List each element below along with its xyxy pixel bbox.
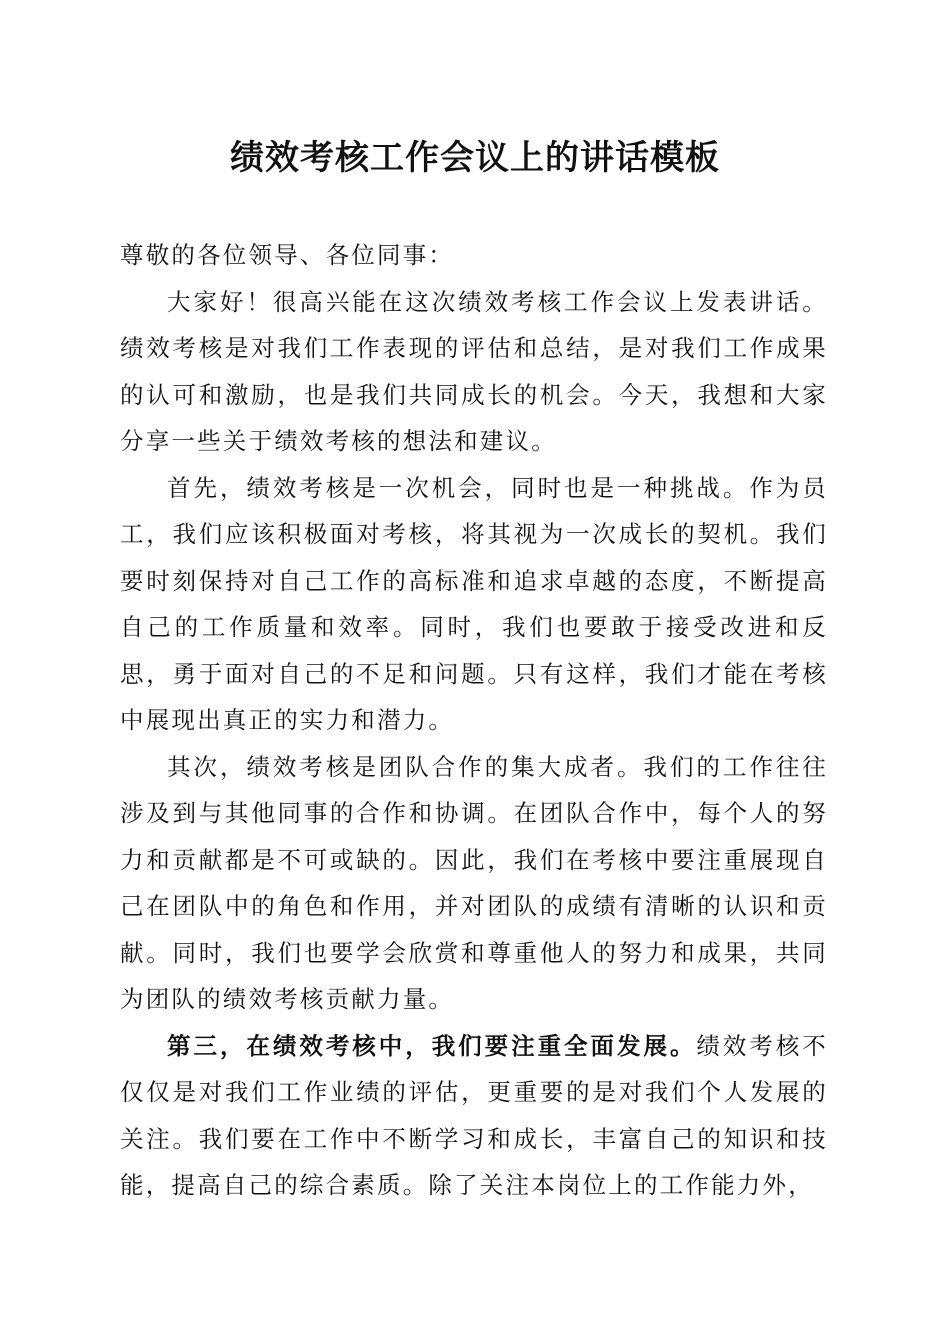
paragraph-2-text: 首先，绩效考核是一次机会，同时也是一种挑战。作为员工，我们应该积极面对考核，将其视为一次成长的契机。我们要时刻保持对自己工作的高标准和追求卓越的态度，不断提高自己的工作质量和效率。同时，我们也要敢于接受改进和反思，勇于面对自己的不足和问题。只有这样，我们才能在考核中展现出真正的实力和潜力。 <box>120 473 828 734</box>
paragraph-1 <box>120 279 828 465</box>
paragraph-2 <box>120 465 828 744</box>
paragraph-1-text: 大家好！很高兴能在这次绩效考核工作会议上发表讲话。绩效考核是对我们工作表现的评估和总结，是对我们工作成果的认可和激励，也是我们共同成长的机会。今天，我想和大家分享一些关于绩效考核的想法和建议。 <box>120 287 828 455</box>
paragraph-4-lead: 第三，在绩效考核中，我们要注重全面发展。 <box>167 1031 697 1060</box>
paragraph-3-text: 其次，绩效考核是团队合作的集大成者。我们的工作往往涉及到与其他同事的合作和协调。在团队合作中，每个人的努力和贡献都是不可或缺的。因此，我们在考核中要注重展现自己在团队中的角色和作用，并对团队的成绩有清晰的认识和贡献。同时，我们也要学会欣赏和尊重他人的努力和成果，共同为团队的绩效考核贡献力量。 <box>120 752 828 1013</box>
document-title: 绩效考核工作会议上的讲话模板 <box>230 138 720 178</box>
paragraph-3 <box>120 744 828 1023</box>
document-body <box>120 232 828 1209</box>
salutation: 尊敬的各位领导、各位同事： <box>120 241 455 269</box>
paragraph-4-text: 绩效考核不仅仅是对我们工作业绩的评估，更重要的是对我们个人发展的关注。我们要在工作中不断学习和成长，丰富自己的知识和技能，提高自己的综合素质。除了关注本岗位上的工作能力外， <box>120 1031 829 1199</box>
paragraph-4 <box>120 1023 828 1209</box>
